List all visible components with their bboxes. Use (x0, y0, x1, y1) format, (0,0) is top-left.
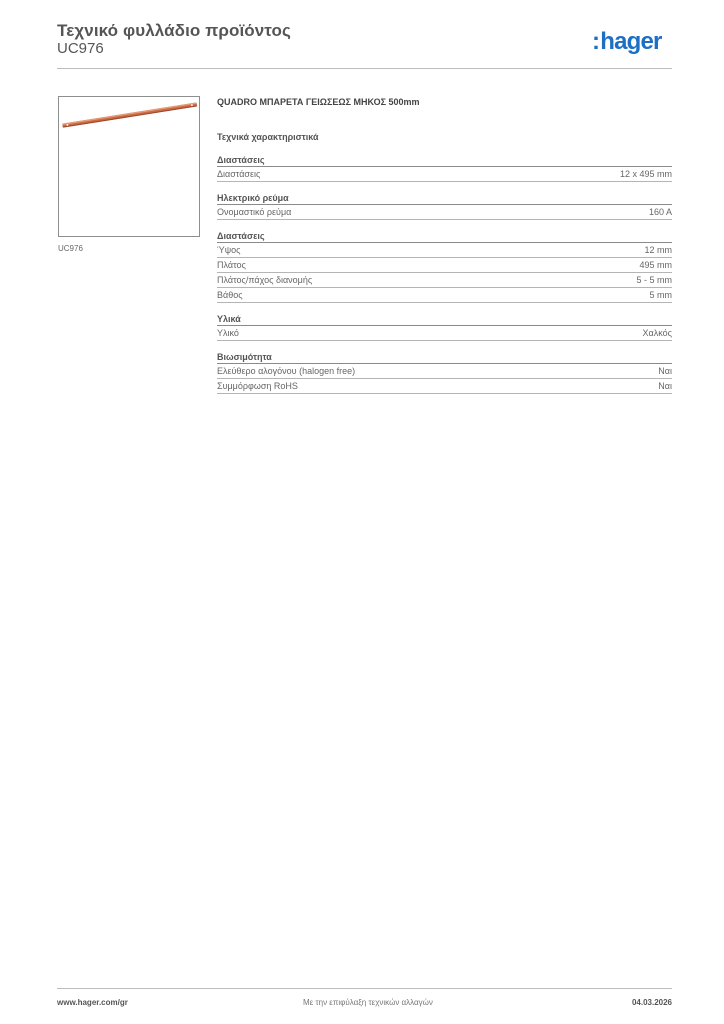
spec-section (217, 313, 672, 341)
spec-value: 5 - 5 mm (636, 275, 672, 285)
hager-logo (592, 28, 662, 56)
footer-divider (57, 988, 672, 989)
header-divider (57, 68, 672, 69)
spec-row (217, 258, 672, 273)
spec-row (217, 379, 672, 394)
spec-section (217, 351, 672, 394)
spec-row (217, 243, 672, 258)
spec-row (217, 205, 672, 220)
document-title: Τεχνικό φυλλάδιο προϊόντος (57, 21, 291, 40)
logo-text: hager (600, 28, 662, 55)
section-spacer (217, 220, 672, 230)
spec-section (217, 230, 672, 303)
spec-label: Ονομαστικό ρεύμα (217, 207, 292, 217)
spec-value: Ναι (658, 381, 672, 391)
spec-section (217, 154, 672, 182)
footer-website: www.hager.com/gr (57, 998, 128, 1007)
spec-label: Πλάτος (217, 260, 246, 270)
spec-row (217, 364, 672, 379)
spec-value: 12 mm (644, 245, 672, 255)
spec-label: Συμμόρφωση RoHS (217, 381, 298, 391)
spec-value: Χαλκός (642, 328, 672, 338)
spec-label: Ύψος (217, 245, 241, 255)
section-spacer (217, 341, 672, 351)
section-spacer (217, 182, 672, 192)
copper-bar-icon (59, 97, 201, 238)
footer-date: 04.03.2026 (631, 998, 672, 1007)
spec-section (217, 192, 672, 220)
spec-value: Ναι (658, 366, 672, 376)
spec-value: 12 x 495 mm (619, 169, 672, 179)
spec-row (217, 273, 672, 288)
product-code: UC976 (57, 40, 104, 57)
logo-colon-icon: : (592, 28, 600, 55)
spec-label: Διαστάσεις (217, 169, 261, 179)
spec-label: Βάθος (217, 290, 243, 300)
footer-disclaimer: Με την επιφύλαξη τεχνικών αλλαγών (303, 998, 433, 1007)
spec-section-title: Υλικά (217, 313, 672, 326)
spec-section-title: Διαστάσεις (217, 230, 672, 243)
spec-label: Υλικό (217, 328, 239, 338)
spec-sections (217, 154, 672, 394)
spec-row (217, 167, 672, 182)
section-spacer (217, 303, 672, 313)
spec-section-title: Βιωσιμότητα (217, 351, 672, 364)
product-name: QUADRO ΜΠΑΡΕΤΑ ΓΕΙΩΣΕΩΣ ΜΗΚΟΣ 500mm (217, 97, 420, 107)
specifications-panel (217, 96, 672, 394)
spec-row (217, 288, 672, 303)
image-caption: UC976 (58, 244, 83, 253)
spec-row (217, 326, 672, 341)
spec-label: Ελεύθερο αλογόνου (halogen free) (217, 366, 356, 376)
spec-value: 5 mm (649, 290, 672, 300)
specs-heading: Τεχνικά χαρακτηριστικά (217, 132, 319, 142)
spec-label: Πλάτος/πάχος διανομής (217, 275, 313, 285)
spec-section-title: Διαστάσεις (217, 154, 672, 167)
spec-section-title: Ηλεκτρικό ρεύμα (217, 192, 672, 205)
spec-value: 160 A (648, 207, 672, 217)
spec-value: 495 mm (639, 260, 672, 270)
product-image (58, 96, 200, 237)
